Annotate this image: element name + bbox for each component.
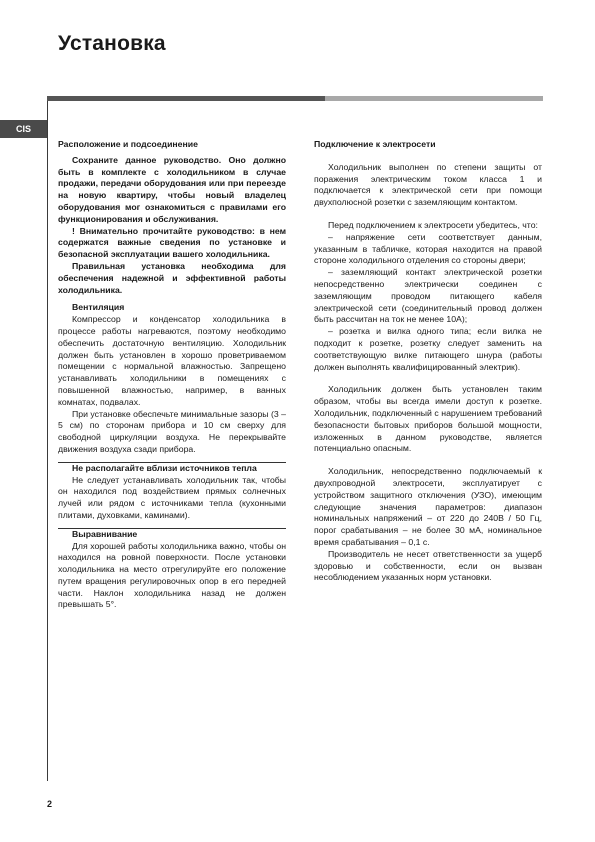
electric-paragraph-3: Холодильник должен быть установлен таким образом, чтобы вы всегда имели доступ к розетке. Холодильник, подключенный с нарушением требований безопасности бытовых приборов большой мощности, изложенных в данном руководстве, является потенциально опасным. — [314, 384, 542, 454]
margin-rule — [47, 101, 48, 781]
heat-heading: Не располагайте вблизи источников тепла — [58, 462, 286, 475]
gaps-paragraph: При установке обеспечьте минимальные зазоры (3 – 5 см) по сторонам прибора и 10 см сверху для свободной циркуляции воздуха. Не перекрывайте движения воздуха сзади прибора. — [58, 408, 286, 454]
warning-paragraph: ! Внимательно прочитайте руководство: в нем содержатся важные сведения по установке и безопасной эксплуатации вашего холодильника. — [58, 225, 286, 260]
section-heading-placement: Расположение и подсоединение — [58, 139, 198, 149]
correct-install-paragraph: Правильная установка необходима для обеспечения надежной и эффективной работы холодильника. — [58, 260, 286, 295]
page-number: 2 — [47, 799, 53, 809]
left-column — [58, 139, 286, 611]
leveling-paragraph: Для хорошей работы холодильника важно, чтобы он находился на ровной поверхности. После установки холодильника на место отрегулируйте его положение путем вращения регулировочных опор в его передней части. Наклон холодильника назад не должен превышать 5°. — [58, 540, 286, 610]
language-tab: CIS — [0, 120, 47, 138]
checklist-item-3: – розетка и вилка одного типа; если вилка не подходит к розетке, розетку следует заменить на соответствующую вилке питающего шнура (работы должен выполнять квалифицированный электрик). — [314, 326, 542, 372]
page-title: Установка — [58, 32, 166, 55]
electric-paragraph-2: Перед подключением к электросети убедитесь, что: — [328, 219, 538, 230]
electric-paragraph-5: Производитель не несет ответственности за ущерб здоровью и собственности, если он вызван несоблюдением указанных норм установки. — [314, 548, 542, 583]
leveling-heading: Выравнивание — [58, 528, 286, 541]
right-column — [314, 139, 542, 584]
electric-paragraph-1: Холодильник выполнен по степени защиты от поражения электрическим током класса 1 и подключается к электрической сети при помощи двухполюсной розетки с заземляющим контактом. — [314, 161, 542, 208]
checklist-item-1: – напряжение сети соответствует данным, указанным в табличке, которая находится на правой стороне холодильного отделения со стороны двери; — [314, 231, 542, 266]
ventilation-heading: Вентиляция — [72, 302, 125, 313]
ventilation-paragraph: Компрессор и конденсатор холодильника в процессе работы нагреваются, поэтому необходимо обеспечить достаточную вентиляцию. Холодильник должен быть установлен в хорошо проветриваемом помещении с нормальной влажностью. Запрещено устанавливать холодильники в помещениях с повышенной влажностью, например, в ванных комнатах, подвалах. — [58, 314, 286, 407]
header-rule-light — [325, 96, 543, 101]
electric-paragraph-4: Холодильник, непосредственно подключаемый к двухпроводной электросети, эксплуатирует с устройством защитного отключения (УЗО), имеющим следующие значения параметров: диапазон номинальных напряжений – от 220 до 240В / 50 Гц, порог срабатывания – не более 30 мА, номинальное время срабатывания – 0,1 с. — [314, 466, 542, 547]
header-rule — [47, 96, 543, 101]
section-heading-electric: Подключение к электросети — [314, 139, 436, 149]
heat-paragraph: Не следует устанавливать холодильник так, чтобы он находился под воздействием прямых солнечных лучей или рядом с источниками тепла (кухонными плитами, духовками, каминами). — [58, 474, 286, 520]
intro-paragraph: Сохраните данное руководство. Оно должно быть в комплекте с холодильником в случае продажи, передачи оборудования или при переезде на новую квартиру, чтобы новый владелец оборудования мог ознакомиться с правилами его функционирования и обслуживания. — [58, 154, 286, 224]
header-rule-dark — [47, 96, 325, 101]
checklist-item-2: – заземляющий контакт электрической розетки непосредственно электрически соединен с заземляющим проводом питающего кабеля электрической сети (соединительный провод должен быть рассчитан на ток не менее 10А); — [314, 267, 542, 325]
